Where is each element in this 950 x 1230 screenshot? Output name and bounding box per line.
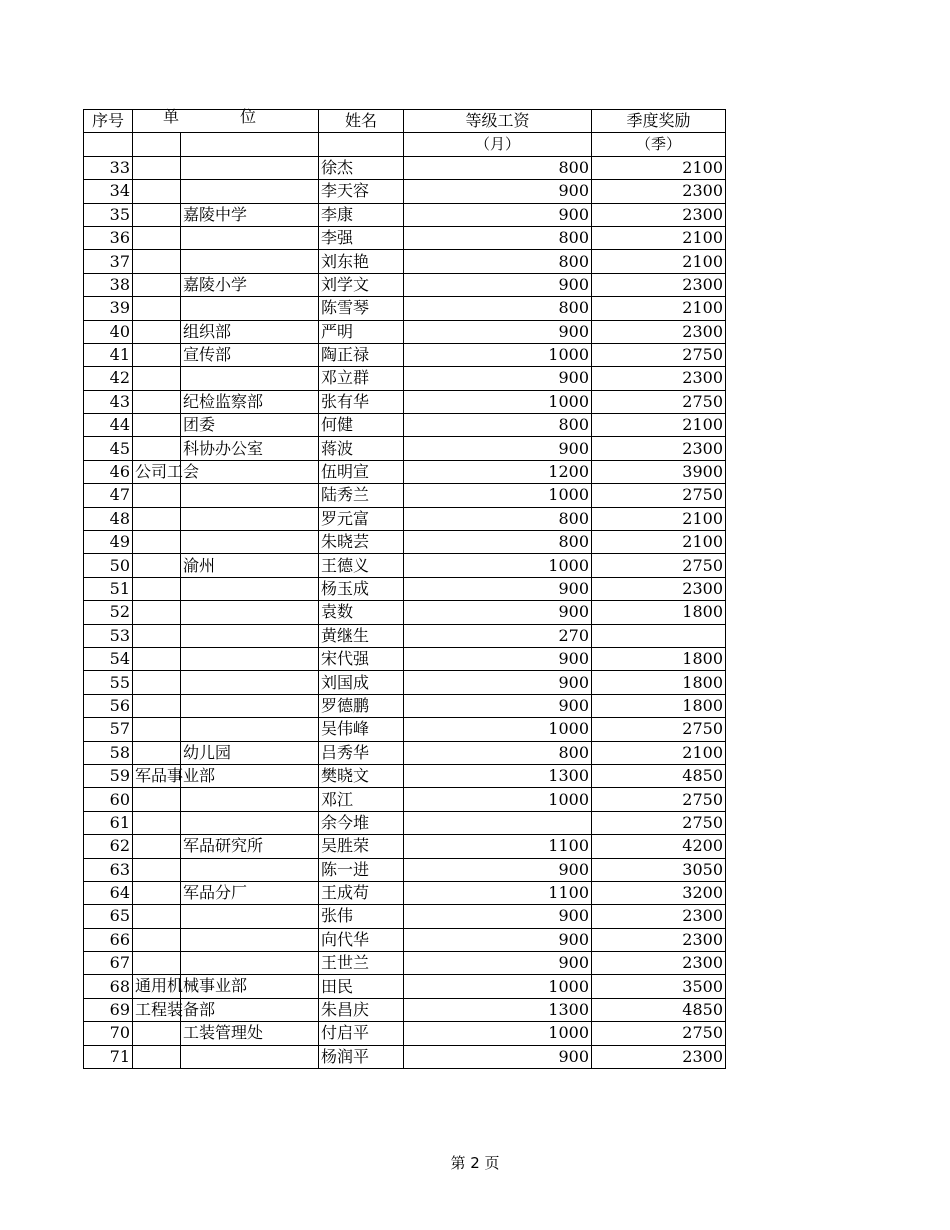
table-row [84,437,726,460]
table-row [84,1022,726,1045]
cell-unit-level2 [181,507,319,530]
cell-unit-level2 [181,647,319,670]
cell-unit-level1 [133,788,181,811]
cell-unit-level1 [133,554,181,577]
header-seq: 序号 [84,110,133,133]
cell-bonus: 3900 [592,460,726,483]
cell-name: 伍明宣 [319,460,404,483]
cell-bonus: 1800 [592,671,726,694]
header-row [84,110,726,133]
cell-unit-level2: 工装管理处 [181,1022,319,1045]
cell-unit-level2 [181,367,319,390]
cell-unit-level1 [133,180,181,203]
salary-table-body [84,107,726,1069]
cell-name: 余今堆 [319,811,404,834]
cell-salary: 900 [404,905,592,928]
table-row [84,531,726,554]
cell-unit-level2: 嘉陵小学 [181,273,319,296]
header-unit [133,107,319,133]
cell-salary: 1200 [404,460,592,483]
cell-unit-level1 [133,484,181,507]
table-row [84,414,726,437]
cell-unit-level1 [133,975,248,998]
cell-bonus: 1800 [592,647,726,670]
cell-bonus: 2750 [592,811,726,834]
cell-unit-level1 [133,273,181,296]
header-sub-empty [181,133,319,156]
cell-salary: 900 [404,577,592,600]
cell-salary: 900 [404,1045,592,1068]
cell-unit-level1 [133,1022,181,1045]
cell-bonus: 4200 [592,835,726,858]
cell-unit-level1 [133,343,181,366]
cell-bonus: 2300 [592,273,726,296]
cell-name: 邓立群 [319,367,404,390]
cell-bonus: 2300 [592,1045,726,1068]
cell-bonus: 2750 [592,718,726,741]
cell-seq: 63 [84,858,133,881]
cell-bonus: 2100 [592,507,726,530]
cell-salary: 1000 [404,554,592,577]
cell-unit-level2 [181,577,319,600]
cell-name: 刘国成 [319,671,404,694]
cell-unit-level1 [133,390,181,413]
cell-unit-level1 [133,624,181,647]
cell-name: 宋代强 [319,647,404,670]
cell-seq: 41 [84,343,133,366]
cell-name: 陶正禄 [319,343,404,366]
cell-name: 吴伟峰 [319,718,404,741]
cell-unit-level1 [133,226,181,249]
table-row [84,764,726,787]
cell-unit-level2 [181,671,319,694]
cell-name: 樊晓文 [319,764,404,787]
cell-seq: 43 [84,390,133,413]
cell-bonus: 4850 [592,998,726,1021]
unit-level1-label: 军品事业部 [135,765,216,785]
cell-unit-level1 [133,320,181,343]
table-row [84,156,726,179]
header-sub-empty [319,133,404,156]
cell-salary: 800 [404,297,592,320]
cell-seq: 57 [84,718,133,741]
cell-name: 黄继生 [319,624,404,647]
cell-salary: 900 [404,694,592,717]
table-row [84,858,726,881]
table-row [84,881,726,904]
cell-seq: 40 [84,320,133,343]
cell-bonus: 3050 [592,858,726,881]
cell-bonus: 2300 [592,320,726,343]
table-row [84,203,726,226]
cell-unit-level1 [133,905,181,928]
table-row [84,928,726,951]
cell-name: 吕秀华 [319,741,404,764]
cell-unit-level2 [181,858,319,881]
table-row [84,297,726,320]
cell-salary: 900 [404,273,592,296]
header-unit-char-2: 位 [240,107,257,126]
cell-name: 王成苟 [319,881,404,904]
header-subrow [84,133,726,156]
cell-unit-level1 [133,881,181,904]
unit-level1-label: 通用机械事业部 [135,976,248,996]
cell-unit-level1 [133,367,181,390]
cell-name: 罗德鹏 [319,694,404,717]
table-row [84,273,726,296]
cell-seq: 33 [84,156,133,179]
cell-seq: 64 [84,881,133,904]
cell-name: 李强 [319,226,404,249]
cell-seq: 55 [84,671,133,694]
cell-unit-level1 [133,764,216,787]
cell-seq: 51 [84,577,133,600]
table-row [84,835,726,858]
cell-seq: 65 [84,905,133,928]
cell-bonus: 2300 [592,437,726,460]
cell-unit-level1 [133,460,200,483]
cell-seq: 69 [84,998,133,1021]
cell-bonus: 2100 [592,531,726,554]
table-row [84,250,726,273]
cell-seq: 66 [84,928,133,951]
cell-seq: 42 [84,367,133,390]
cell-salary: 1100 [404,881,592,904]
cell-salary: 900 [404,180,592,203]
cell-name: 李天容 [319,180,404,203]
cell-unit-level1 [133,811,181,834]
table-row [84,671,726,694]
cell-name: 王德义 [319,554,404,577]
cell-name: 李康 [319,203,404,226]
cell-unit-level1 [133,1045,181,1068]
cell-unit-level1 [133,694,181,717]
cell-bonus: 1800 [592,601,726,624]
cell-seq: 56 [84,694,133,717]
cell-salary: 900 [404,928,592,951]
cell-salary: 800 [404,250,592,273]
cell-seq: 47 [84,484,133,507]
cell-name: 刘学文 [319,273,404,296]
table-row [84,905,726,928]
cell-seq: 68 [84,975,133,998]
cell-seq: 67 [84,952,133,975]
cell-unit-level2 [181,694,319,717]
header-name: 姓名 [319,110,404,133]
table-row [84,367,726,390]
cell-bonus: 2750 [592,484,726,507]
table-row [84,998,726,1021]
cell-seq: 50 [84,554,133,577]
cell-salary: 900 [404,671,592,694]
cell-bonus: 2750 [592,554,726,577]
cell-salary: 1300 [404,764,592,787]
cell-unit-level1 [133,741,181,764]
header-unit-char-1: 单 [163,107,180,126]
cell-bonus: 2300 [592,928,726,951]
cell-bonus: 2750 [592,788,726,811]
cell-bonus: 3500 [592,975,726,998]
cell-bonus: 2100 [592,414,726,437]
table-row [84,390,726,413]
cell-name: 田民 [319,975,404,998]
cell-unit-level1 [133,414,181,437]
cell-bonus: 2750 [592,343,726,366]
cell-name: 张有华 [319,390,404,413]
cell-bonus: 1800 [592,694,726,717]
cell-seq: 54 [84,647,133,670]
table-row [84,718,726,741]
table-row [84,507,726,530]
cell-name: 朱昌庆 [319,998,404,1021]
cell-unit-level1 [133,250,181,273]
table-row [84,460,726,483]
cell-bonus: 2300 [592,577,726,600]
cell-name: 向代华 [319,928,404,951]
cell-bonus: 2100 [592,156,726,179]
cell-bonus: 3200 [592,881,726,904]
cell-unit-level2: 科协办公室 [181,437,319,460]
header-salary-unit: （月） [404,133,592,156]
cell-name: 邓江 [319,788,404,811]
cell-salary [404,811,592,834]
cell-unit-level2 [181,460,319,483]
cell-unit-level1 [133,531,181,554]
cell-seq: 71 [84,1045,133,1068]
cell-unit-level1 [133,297,181,320]
cell-unit-level2 [181,624,319,647]
cell-unit-level2: 纪检监察部 [181,390,319,413]
table-row [84,741,726,764]
cell-seq: 35 [84,203,133,226]
cell-seq: 44 [84,414,133,437]
cell-unit-level2 [181,484,319,507]
cell-unit-level1 [133,718,181,741]
cell-salary: 800 [404,531,592,554]
cell-unit-level1 [133,928,181,951]
cell-name: 杨玉成 [319,577,404,600]
header-salary: 等级工资 [404,110,592,133]
cell-unit-level2 [181,928,319,951]
cell-salary: 900 [404,437,592,460]
header-sub-empty [84,133,133,156]
cell-unit-level2 [181,952,319,975]
table-row [84,320,726,343]
cell-seq: 46 [84,460,133,483]
cell-unit-level1 [133,577,181,600]
cell-unit-level2 [181,531,319,554]
cell-salary: 900 [404,952,592,975]
cell-unit-level1 [133,507,181,530]
cell-unit-level2 [181,156,319,179]
cell-unit-level2: 军品研究所 [181,835,319,858]
cell-seq: 37 [84,250,133,273]
cell-unit-level2 [181,250,319,273]
cell-unit-level2 [181,180,319,203]
cell-name: 徐杰 [319,156,404,179]
cell-unit-level2 [181,226,319,249]
table-row [84,180,726,203]
cell-bonus: 2300 [592,203,726,226]
table-row [84,484,726,507]
cell-salary: 800 [404,156,592,179]
salary-table [83,109,726,1069]
cell-salary: 1000 [404,1022,592,1045]
cell-seq: 53 [84,624,133,647]
cell-bonus: 2300 [592,367,726,390]
cell-salary: 1100 [404,835,592,858]
table-row [84,343,726,366]
cell-name: 付启平 [319,1022,404,1045]
cell-bonus: 2100 [592,250,726,273]
cell-name: 何健 [319,414,404,437]
cell-salary: 800 [404,226,592,249]
cell-salary: 900 [404,647,592,670]
table-row [84,811,726,834]
cell-unit-level1 [133,858,181,881]
table-row [84,226,726,249]
table-row [84,601,726,624]
cell-unit-level1 [133,156,181,179]
cell-salary: 1000 [404,718,592,741]
table-row [84,577,726,600]
cell-name: 袁数 [319,601,404,624]
cell-seq: 48 [84,507,133,530]
cell-salary: 900 [404,203,592,226]
cell-salary: 1000 [404,343,592,366]
cell-seq: 39 [84,297,133,320]
cell-unit-level1 [133,998,216,1021]
cell-unit-level2 [181,601,319,624]
cell-name: 杨润平 [319,1045,404,1068]
cell-unit-level2: 团委 [181,414,319,437]
cell-unit-level1 [133,203,181,226]
cell-seq: 49 [84,531,133,554]
cell-name: 陈雪琴 [319,297,404,320]
cell-unit-level1 [133,647,181,670]
cell-bonus: 2750 [592,390,726,413]
cell-name: 陆秀兰 [319,484,404,507]
cell-seq: 58 [84,741,133,764]
cell-name: 刘东艳 [319,250,404,273]
cell-name: 蒋波 [319,437,404,460]
header-sub-empty [133,133,181,156]
cell-salary: 800 [404,741,592,764]
cell-bonus: 4850 [592,764,726,787]
header-bonus: 季度奖励 [592,110,726,133]
cell-seq: 52 [84,601,133,624]
cell-salary: 900 [404,320,592,343]
cell-unit-level1 [133,952,181,975]
cell-unit-level1 [133,601,181,624]
cell-name: 陈一进 [319,858,404,881]
header-bonus-unit: （季） [592,133,726,156]
cell-unit-level2 [181,811,319,834]
unit-level1-label: 公司工会 [135,461,200,481]
cell-salary: 1000 [404,975,592,998]
cell-name: 吴胜荣 [319,835,404,858]
cell-salary: 800 [404,507,592,530]
cell-seq: 38 [84,273,133,296]
table-row [84,554,726,577]
cell-seq: 61 [84,811,133,834]
cell-seq: 62 [84,835,133,858]
cell-bonus: 2100 [592,226,726,249]
table-row [84,624,726,647]
cell-unit-level2 [181,297,319,320]
cell-unit-level1 [133,671,181,694]
unit-level1-label: 工程装备部 [135,999,216,1019]
cell-salary: 1000 [404,390,592,413]
cell-unit-level2 [181,905,319,928]
cell-bonus: 2100 [592,741,726,764]
cell-salary: 1000 [404,484,592,507]
cell-salary: 1300 [404,998,592,1021]
cell-unit-level2 [181,718,319,741]
cell-unit-level2: 嘉陵中学 [181,203,319,226]
cell-name: 朱晓芸 [319,531,404,554]
page-footer: 第 2 页 [450,1154,500,1172]
table-row [84,1045,726,1068]
cell-salary: 900 [404,858,592,881]
cell-name: 严明 [319,320,404,343]
cell-name: 王世兰 [319,952,404,975]
cell-seq: 34 [84,180,133,203]
cell-unit-level2 [181,788,319,811]
cell-bonus: 2300 [592,905,726,928]
cell-salary: 270 [404,624,592,647]
cell-unit-level2: 军品分厂 [181,881,319,904]
cell-unit-level1 [133,835,181,858]
cell-seq: 59 [84,764,133,787]
cell-bonus: 2300 [592,180,726,203]
cell-unit-level2: 渝州 [181,554,319,577]
cell-salary: 1000 [404,788,592,811]
table-row [84,975,726,998]
cell-unit-level2 [181,1045,319,1068]
cell-name: 张伟 [319,905,404,928]
cell-bonus [592,624,726,647]
table-row [84,952,726,975]
cell-name: 罗元富 [319,507,404,530]
table-row [84,788,726,811]
cell-seq: 45 [84,437,133,460]
cell-unit-level2: 宣传部 [181,343,319,366]
cell-salary: 900 [404,601,592,624]
cell-unit-level1 [133,437,181,460]
cell-seq: 36 [84,226,133,249]
cell-salary: 900 [404,367,592,390]
cell-bonus: 2300 [592,952,726,975]
table-row [84,694,726,717]
cell-seq: 70 [84,1022,133,1045]
cell-unit-level2: 幼儿园 [181,741,319,764]
cell-bonus: 2100 [592,297,726,320]
cell-unit-level2: 组织部 [181,320,319,343]
cell-seq: 60 [84,788,133,811]
table-row [84,647,726,670]
cell-salary: 800 [404,414,592,437]
cell-bonus: 2750 [592,1022,726,1045]
